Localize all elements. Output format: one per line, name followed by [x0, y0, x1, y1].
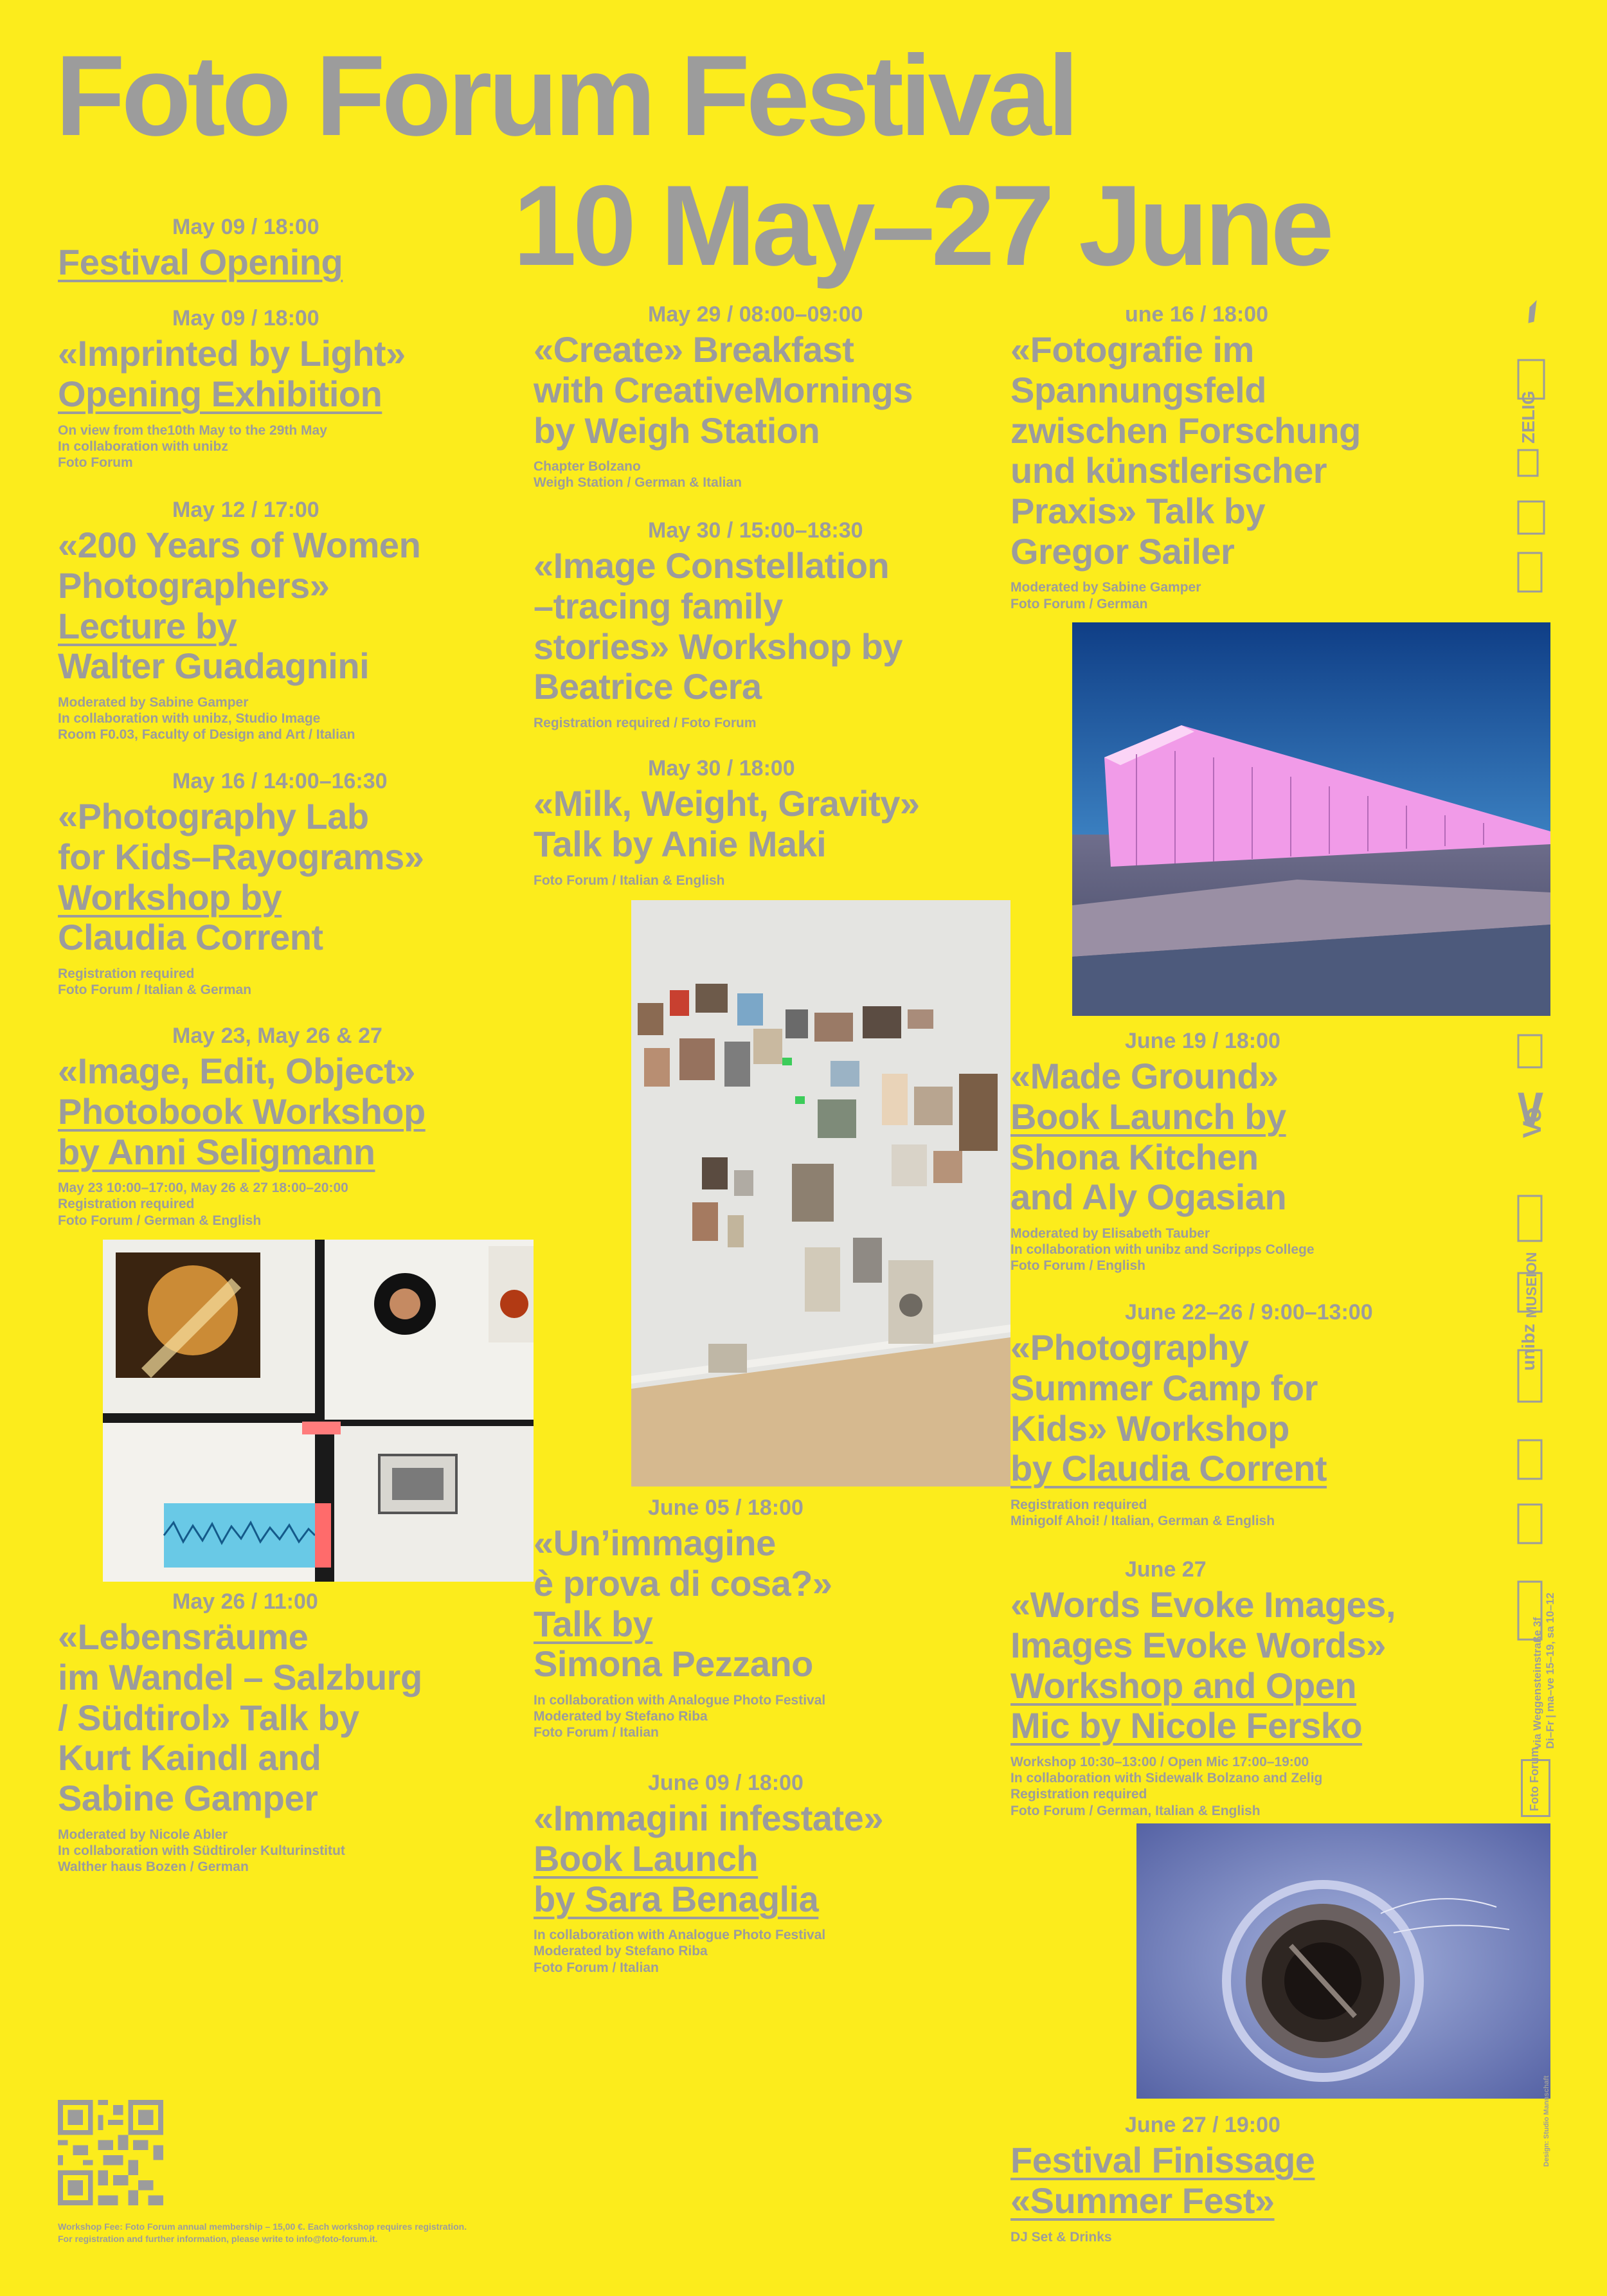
event-title-line: «Fotografie im [1010, 329, 1254, 370]
event-festival-opening [58, 215, 508, 283]
event-date: May 30 / 18:00 [648, 756, 795, 781]
event-title-line[interactable]: by Claudia Corrent [1010, 1448, 1327, 1489]
event-detail: Foto Forum / German, Italian & English [1010, 1803, 1261, 1818]
event-create-breakfast [534, 302, 1009, 491]
opening-hours: Di–Fr | ma–ve 15–19, sa 10–12 [1544, 1593, 1556, 1749]
event-date: May 23, May 26 & 27 [172, 1024, 382, 1048]
drain-photo [1136, 1823, 1550, 2099]
event-detail: Foto Forum / English [1010, 1258, 1145, 1274]
design-credit: Design: Studio Mannschaft [1543, 2075, 1550, 2167]
event-title-line: Images Evoke Words» [1010, 1624, 1386, 1665]
event-title-line: «Image Constellation [534, 545, 890, 586]
event-title-line: / Südtirol» Talk by [58, 1697, 359, 1738]
event-title-line: and Aly Ogasian [1010, 1177, 1287, 1218]
event-title-line: «200 Years of Women [58, 525, 421, 566]
poster-title-line1: Foto Forum Festival [55, 32, 1075, 159]
event-unimmagine [534, 1496, 1009, 1741]
event-title-line: Walter Guadagnini [58, 646, 370, 687]
event-title-line: Spannungsfeld [1010, 369, 1266, 410]
event-date: May 09 / 18:00 [172, 215, 319, 239]
event-date: May 12 / 17:00 [172, 498, 319, 522]
event-title-line: Kids» Workshop [1010, 1407, 1289, 1449]
event-summer-camp [1010, 1300, 1499, 1529]
event-title-line[interactable]: Workshop and Open [1010, 1665, 1357, 1706]
wall-collage-photo [631, 900, 1010, 1487]
event-title-line: Shona Kitchen [1010, 1136, 1259, 1177]
event-date: May 09 / 18:00 [172, 306, 319, 330]
event-immagini-infestate [534, 1771, 1009, 1976]
event-imprinted-by-light [58, 306, 508, 471]
event-200-years [58, 498, 508, 743]
event-detail: Foto Forum / German [1010, 596, 1148, 611]
event-detail: Foto Forum / Italian [534, 1960, 659, 1975]
event-title-line: Summer Camp for [1010, 1367, 1318, 1408]
event-detail: Foto Forum / Italian & English [534, 872, 725, 888]
event-title-line: by Weigh Station [534, 410, 820, 451]
event-detail: Weigh Station / German & Italian [534, 475, 742, 491]
event-detail: Registration required [1010, 1787, 1147, 1802]
event-title-line: «Lebensräume [58, 1616, 309, 1658]
event-detail: In collaboration with Sidewalk Bolzano and Zelig [1010, 1771, 1323, 1786]
event-title-line: zwischen Forschung [1010, 410, 1361, 451]
event-detail: In collaboration with Analogue Photo Festival [534, 1928, 826, 1943]
event-title-line: Claudia Corrent [58, 917, 323, 958]
event-detail: May 23 10:00–17:00, May 26 & 27 18:00–20:00 [58, 1180, 348, 1196]
qr-code[interactable] [58, 2100, 163, 2205]
sponsor-zelig: ZELIG [1518, 390, 1538, 444]
photobook-photo [103, 1240, 534, 1582]
event-title-line: Talk by Anie Maki [534, 823, 827, 864]
event-title-line: «Imprinted by Light» [58, 333, 406, 374]
event-detail: In collaboration with Südtiroler Kulturinstitut [58, 1843, 345, 1858]
event-title-line[interactable]: Book Launch [534, 1838, 759, 1879]
event-detail: Registration required / Foto Forum [534, 715, 757, 730]
event-image-constellation [534, 518, 1009, 731]
event-title-line[interactable]: Talk by [534, 1603, 653, 1644]
footer-note [58, 2221, 467, 2245]
event-date: June 27 / 19:00 [1125, 2113, 1280, 2137]
event-detail: Moderated by Sabine Gamper [1010, 580, 1201, 595]
event-detail: Workshop 10:30–13:00 / Open Mic 17:00–19:00 [1010, 1754, 1309, 1769]
greenhouse-photo [1072, 622, 1550, 1016]
event-title-line: «Un’immagine [534, 1523, 776, 1564]
event-detail: Moderated by Stefano Riba [534, 1709, 708, 1724]
event-detail: In collaboration with unibz, Studio Image [58, 711, 321, 727]
event-title-line: «Image, Edit, Object» [58, 1051, 415, 1092]
sponsor-museion: MUSEION [1523, 1252, 1540, 1318]
event-festival-finissage [1010, 2113, 1499, 2245]
event-title-line: Kurt Kaindl and [58, 1737, 321, 1778]
event-detail: In collaboration with unibz [58, 438, 228, 454]
event-detail: Moderated by Elisabeth Tauber [1010, 1225, 1210, 1241]
event-fotografie-spannungsfeld [1010, 302, 1499, 612]
event-detail: Foto Forum [58, 455, 133, 470]
event-date: June 22–26 / 9:00–13:00 [1125, 1300, 1373, 1324]
event-title-line[interactable]: Festival Opening [58, 242, 343, 283]
footer-registration: For registration and further information, please write to info@foto-forum.it. [58, 2233, 378, 2244]
event-title-line: «Milk, Weight, Gravity» [534, 783, 920, 824]
event-date: June 27 [1125, 1557, 1207, 1582]
poster-title-line2: 10 May–27 June [513, 161, 1331, 289]
event-date: May 26 / 11:00 [172, 1589, 318, 1614]
event-title-line: Gregor Sailer [1010, 530, 1235, 572]
event-title-line: Sabine Gamper [58, 1777, 318, 1818]
event-date: June 19 / 18:00 [1125, 1029, 1280, 1053]
event-title-line: «Made Ground» [1010, 1056, 1279, 1097]
event-date: une 16 / 18:00 [1125, 302, 1269, 327]
event-title-line: Photographers» [58, 565, 330, 606]
event-detail: Chapter Bolzano [534, 459, 641, 475]
event-detail: On view from the10th May to the 29th May [58, 422, 327, 438]
event-title-line[interactable]: Mic by Nicole Fersko [1010, 1705, 1363, 1746]
event-title-line: for Kids–Rayograms» [58, 836, 424, 877]
address: via Weggensteinstraße 3f [1531, 1617, 1543, 1749]
event-title-line[interactable]: Photobook Workshop [58, 1090, 426, 1132]
event-detail: Room F0.03, Faculty of Design and Art / Italian [58, 727, 355, 743]
event-detail: In collaboration with Analogue Photo Festival [534, 1692, 826, 1708]
event-title-line[interactable]: Opening Exhibition [58, 373, 382, 414]
event-detail: Moderated by Nicole Abler [58, 1827, 228, 1842]
event-detail: In collaboration with unibz and Scripps College [1010, 1242, 1315, 1258]
event-title-line: –tracing family [534, 585, 783, 626]
event-detail: Foto Forum / Italian & German [58, 982, 252, 998]
event-title-line[interactable]: «Summer Fest» [1010, 2180, 1275, 2221]
event-title-line: with CreativeMornings [534, 369, 913, 410]
event-detail: Moderated by Sabine Gamper [58, 694, 249, 710]
event-title-line[interactable]: Festival Finissage [1010, 2140, 1315, 2181]
event-title-line: «Photography Lab [58, 796, 369, 837]
event-detail: Registration required [1010, 1497, 1147, 1512]
event-date: May 16 / 14:00–16:30 [172, 769, 388, 793]
event-date: May 29 / 08:00–09:00 [648, 302, 863, 327]
event-milk-weight-gravity [534, 756, 1009, 889]
event-detail: DJ Set & Drinks [1010, 2229, 1112, 2245]
event-lebensraeume [58, 1589, 546, 1875]
event-detail: Registration required [58, 1197, 195, 1212]
event-date: June 05 / 18:00 [648, 1496, 804, 1520]
foto-forum-logo [1521, 1747, 1550, 1817]
event-title-line: und künstlerischer [1010, 450, 1327, 491]
event-title-line: «Words Evoke Images, [1010, 1584, 1396, 1625]
event-title-line: «Photography [1010, 1327, 1249, 1368]
event-title-line: «Immagini infestate» [534, 1798, 883, 1839]
event-title-line: Praxis» Talk by [1010, 490, 1266, 531]
sponsor-unibz: unibz [1518, 1323, 1538, 1371]
event-detail: Moderated by Stefano Riba [534, 1944, 708, 1959]
event-title-line: Simona Pezzano [534, 1643, 813, 1685]
event-detail: Foto Forum / German & English [58, 1213, 262, 1228]
event-detail: Walther haus Bozen / German [58, 1859, 249, 1875]
foto-forum-logo-text: Foto Forum [1528, 1747, 1541, 1811]
event-date: June 09 / 18:00 [648, 1771, 804, 1795]
sponsor-vo: Vo [1518, 1107, 1547, 1138]
event-detail: Minigolf Ahoi! / Italian, German & English [1010, 1514, 1275, 1529]
event-photography-lab [58, 769, 508, 998]
event-title-line[interactable]: by Sara Benaglia [534, 1878, 819, 1919]
event-title-line[interactable]: «Create» Breakfast [534, 329, 854, 370]
event-detail: Registration required [58, 966, 195, 981]
event-title-line[interactable]: by Anni Seligmann [58, 1131, 375, 1172]
event-title-line[interactable]: Lecture by [58, 605, 237, 646]
event-title-line: Beatrice Cera [534, 666, 762, 707]
event-words-evoke-images [1010, 1557, 1525, 1819]
event-title-line: è prova di cosa?» [534, 1562, 832, 1604]
event-made-ground [1010, 1029, 1499, 1274]
event-detail: Foto Forum / Italian [534, 1725, 659, 1740]
event-title-line: stories» Workshop by [534, 626, 903, 667]
footer-fee: Workshop Fee: Foto Forum annual membership – 15,00 €. Each workshop requires registration. [58, 2221, 467, 2232]
event-title-line[interactable]: Workshop by [58, 876, 282, 917]
event-title-line: im Wandel – Salzburg [58, 1656, 422, 1697]
event-image-edit-object [58, 1024, 546, 1229]
event-title-line[interactable]: Book Launch by [1010, 1096, 1286, 1137]
event-date: May 30 / 15:00–18:30 [648, 518, 863, 543]
